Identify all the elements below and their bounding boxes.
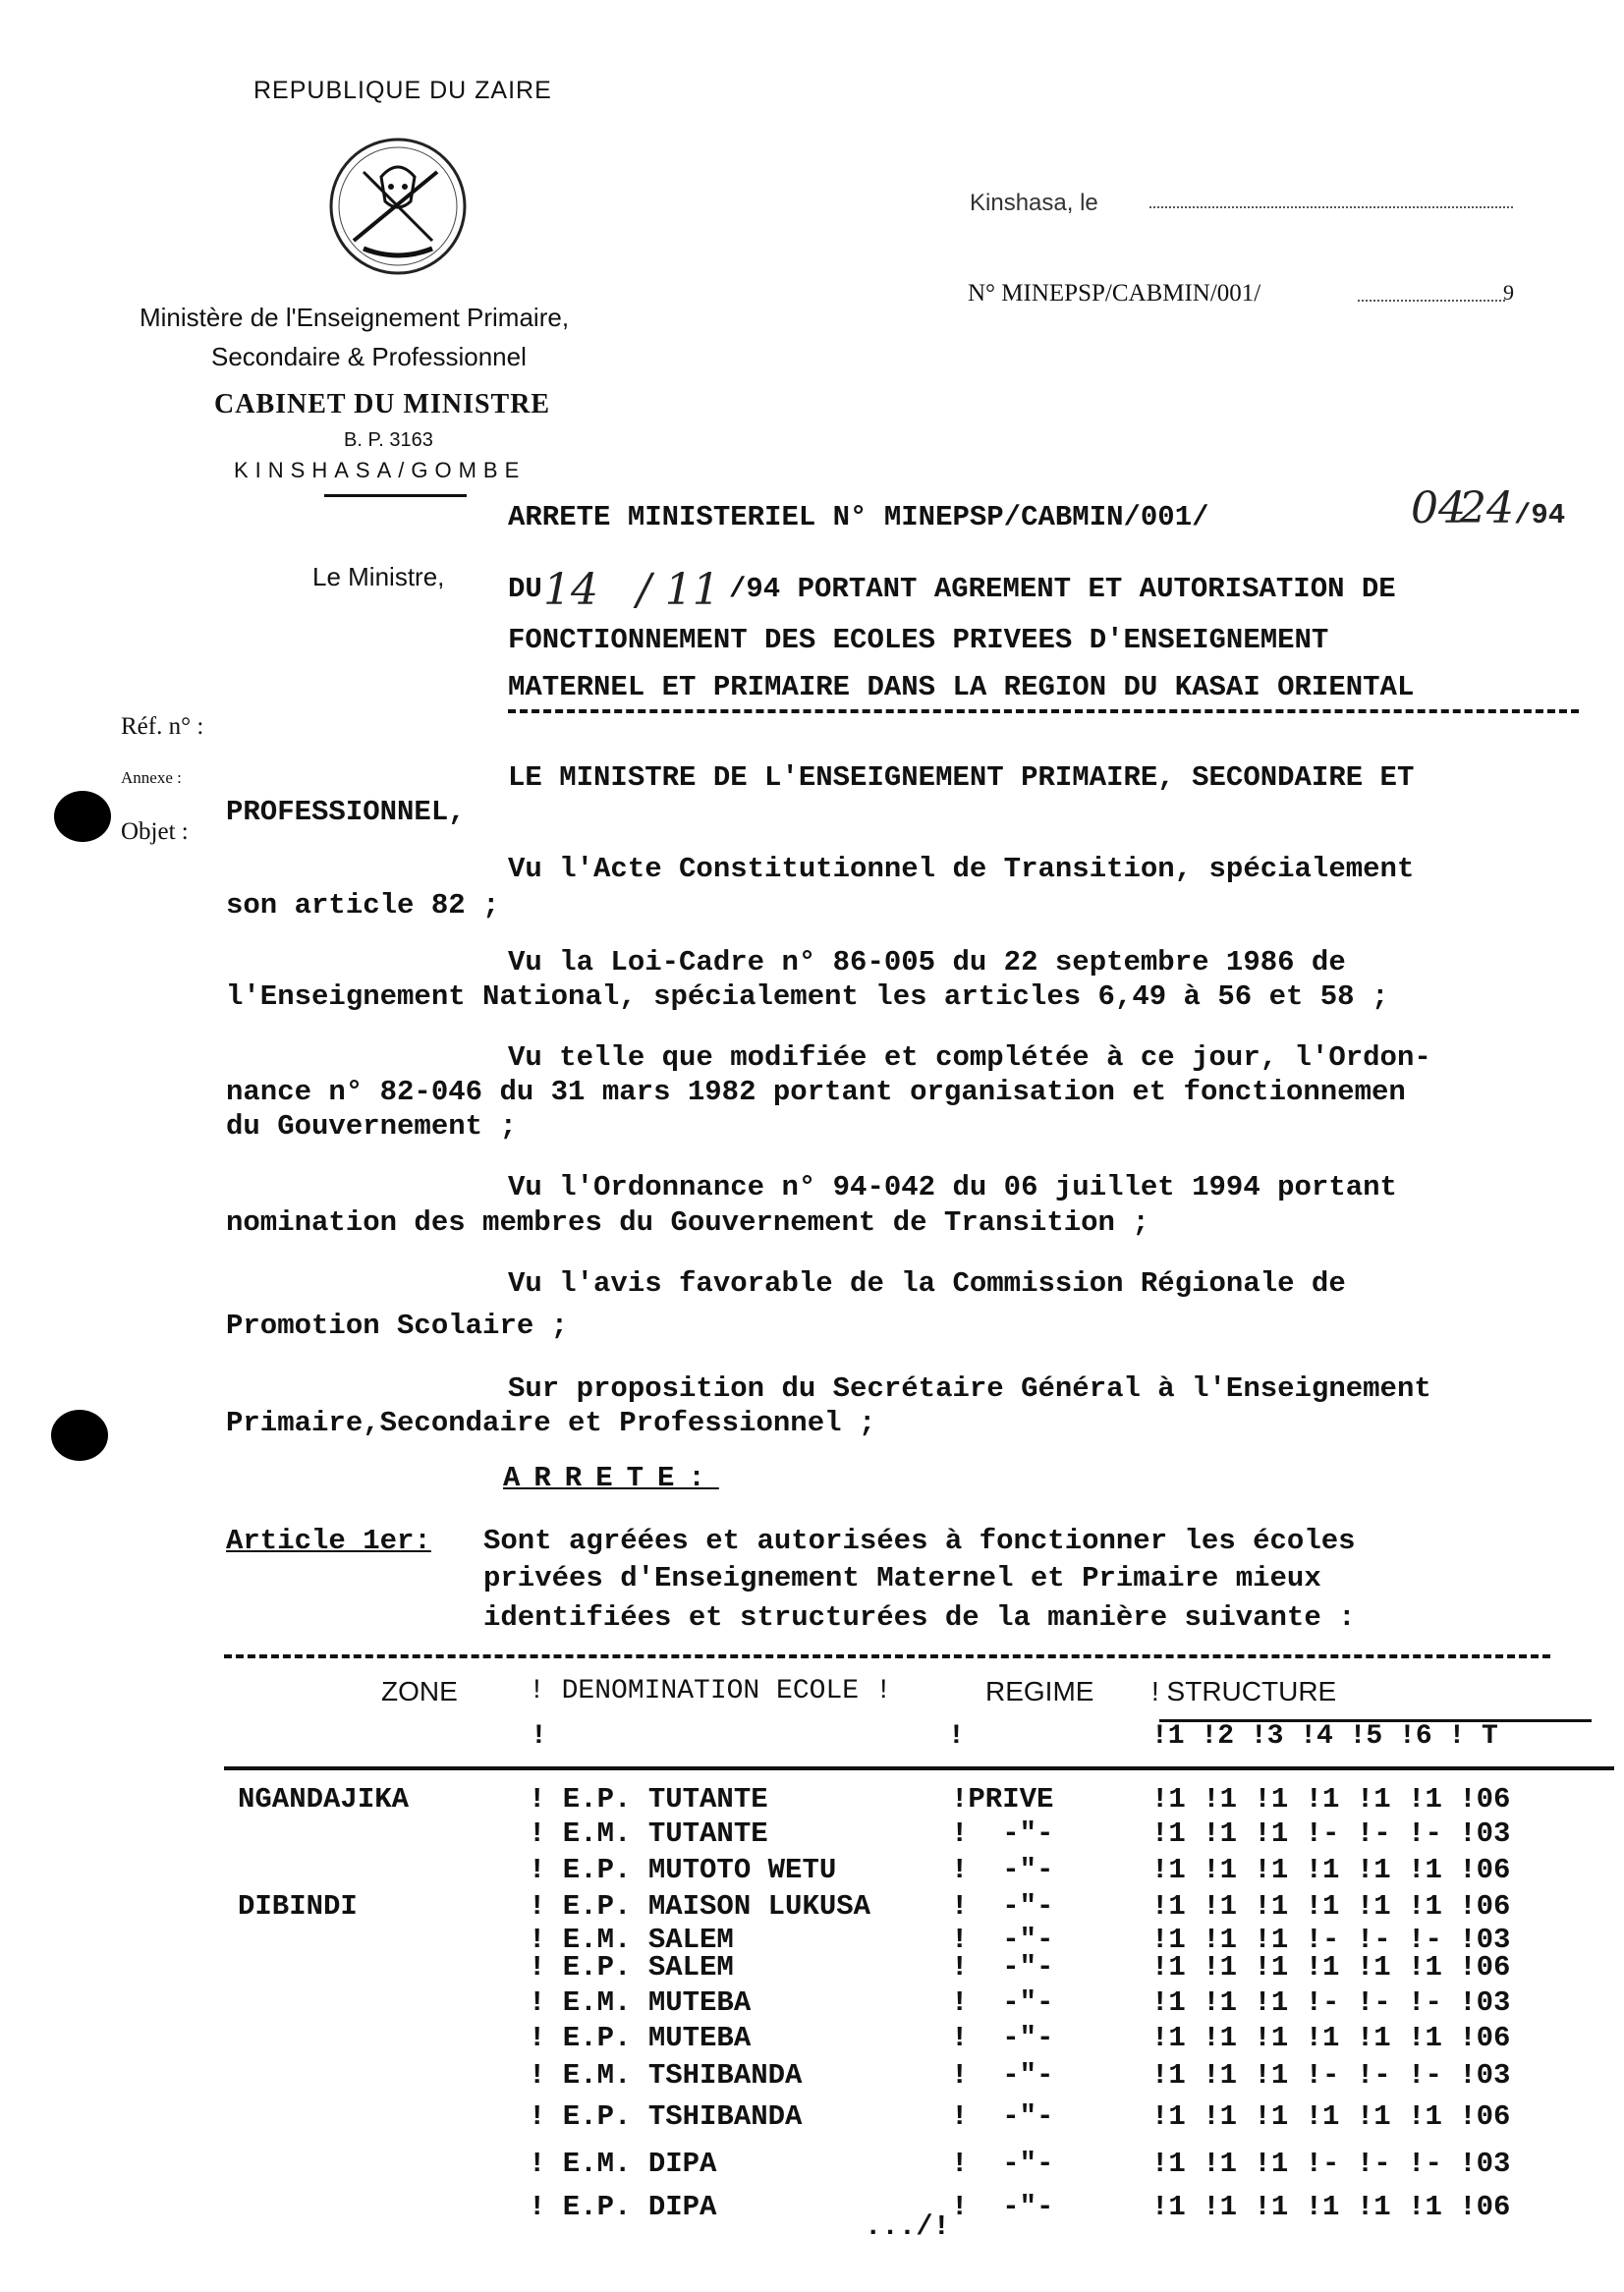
article-label [226, 1525, 431, 1557]
cell-regime: ! -"- [951, 1817, 1054, 1850]
cell-school: ! E.P. MAISON LUKUSA [529, 1890, 871, 1923]
cell-regime: ! -"- [951, 2191, 1054, 2223]
cell-regime: ! -"- [951, 1854, 1054, 1886]
cell-regime: ! -"- [951, 1986, 1054, 2019]
decree-title-line3: FONCTIONNEMENT DES ECOLES PRIVEES D'ENSEIGNEMENT [508, 624, 1329, 656]
body-line: Vu la Loi-Cadre n° 86-005 du 22 septembre 1986 de [508, 946, 1346, 978]
column-header-denomination: ! DENOMINATION ECOLE ! [529, 1676, 892, 1706]
cell-structure: !1 !1 !1 !1 !1 !1 !06 [1151, 1951, 1511, 1984]
column-header-zone: ZONE [381, 1676, 458, 1706]
body-line: Vu l'Ordonnance n° 94-042 du 06 juillet 1994 portant [508, 1171, 1397, 1203]
table-top-rule [224, 1654, 1550, 1658]
cell-school: ! E.P. MUTEBA [529, 2022, 752, 2054]
arrete-heading: ARRETE: [503, 1462, 719, 1494]
annex-label: Annexe : [121, 768, 182, 787]
cell-regime: ! -"- [951, 2148, 1054, 2180]
cell-structure: !1 !1 !1 !- !- !- !03 [1151, 1986, 1511, 2019]
cell-school: ! E.M. MUTEBA [529, 1986, 752, 2019]
ministry-name-line2: Secondaire & Professionnel [211, 342, 527, 371]
header-separator: ! [531, 1721, 547, 1752]
cell-school: ! E.P. TUTANTE [529, 1783, 768, 1816]
cell-structure: !1 !1 !1 !- !- !- !03 [1151, 1817, 1511, 1850]
minister-label: Le Ministre, [312, 562, 445, 591]
cell-structure: !1 !1 !1 !- !- !- !03 [1151, 1924, 1511, 1956]
cell-regime: ! -"- [951, 2022, 1054, 2054]
column-header-structure: ! STRUCTURE [1151, 1676, 1337, 1706]
punch-hole-mark [51, 1410, 108, 1461]
body-line: nance n° 82-046 du 31 mars 1982 portant organisation et fonctionnemen [226, 1076, 1406, 1108]
handwritten-number-b-digits: 24 [1459, 483, 1514, 533]
republic-title: REPUBLIQUE DU ZAIRE [253, 77, 552, 104]
title-dashed-rule [508, 709, 1579, 713]
city-address: KINSHASA/GOMBE [234, 458, 527, 482]
ministry-name-line1: Ministère de l'Enseignement Primaire, [140, 303, 570, 332]
cell-structure: !1 !1 !1 !- !- !- !03 [1151, 2148, 1511, 2180]
address-underline [324, 494, 467, 497]
cell-regime: !PRIVE [951, 1783, 1054, 1816]
cell-school: ! E.M. SALEM [529, 1924, 734, 1956]
cell-regime: ! -"- [951, 1924, 1054, 1956]
reference-number: N° MINEPSP/CABMIN/001/ [968, 280, 1261, 307]
cell-structure: !1 !1 !1 !1 !1 !1 !06 [1151, 1783, 1511, 1816]
body-line: Primaire,Secondaire et Professionnel ; [226, 1407, 876, 1439]
decree-title-line4: MATERNEL ET PRIMAIRE DANS LA REGION DU KASAI ORIENTAL [508, 671, 1415, 703]
decree-number-prefix: ARRETE MINISTERIEL N° MINEPSP/CABMIN/001/ [508, 501, 1209, 533]
cell-zone: NGANDAJIKA [238, 1783, 410, 1816]
article-text: identifiées et structurées de la manière suivante : [483, 1601, 1356, 1634]
article-text: Sont agréées et autorisées à fonctionner les écoles [483, 1525, 1356, 1557]
cell-school: ! E.P. MUTOTO WETU [529, 1854, 837, 1886]
cell-structure: !1 !1 !1 !1 !1 !1 !06 [1151, 2191, 1511, 2223]
body-line: PROFESSIONNEL, [226, 796, 466, 828]
date-label: Kinshasa, le [970, 190, 1098, 216]
reference-blank-line [1358, 300, 1505, 302]
cabinet-heading: CABINET DU MINISTRE [214, 389, 551, 419]
cell-school: ! E.P. DIPA [529, 2191, 717, 2223]
postal-box: B. P. 3163 [344, 429, 433, 451]
cell-school: ! E.M. TUTANTE [529, 1817, 768, 1850]
column-header-regime: REGIME [985, 1676, 1094, 1706]
handwritten-number-a: 04 [1411, 483, 1466, 533]
cell-structure: !1 !1 !1 !- !- !- !03 [1151, 2059, 1511, 2092]
decree-title-line2: /94 PORTANT AGREMENT ET AUTORISATION DE [729, 573, 1396, 605]
body-line: LE MINISTRE DE L'ENSEIGNEMENT PRIMAIRE, SECONDAIRE ET [508, 761, 1415, 794]
cell-structure: !1 !1 !1 !1 !1 !1 !06 [1151, 2100, 1511, 2133]
body-line: Promotion Scolaire ; [226, 1310, 569, 1342]
punch-hole-mark [54, 791, 111, 842]
cell-structure: !1 !1 !1 !1 !1 !1 !06 [1151, 1890, 1511, 1923]
reference-label: Réf. n° : [121, 713, 204, 740]
cell-regime: ! -"- [951, 1951, 1054, 1984]
body-line: Vu l'avis favorable de la Commission Régionale de [508, 1267, 1346, 1300]
reference-suffix: 9 [1503, 280, 1514, 305]
national-seal-emblem [324, 133, 472, 280]
decree-title-line1 [508, 501, 1209, 533]
header-separator: ! [948, 1721, 965, 1752]
structure-subheaders: !1 !2 !3 !4 !5 !6 ! T [1151, 1721, 1498, 1752]
continuation-mark: .../! [865, 2210, 951, 2243]
cell-structure: !1 !1 !1 !1 !1 !1 !06 [1151, 1854, 1511, 1886]
body-line: son article 82 ; [226, 889, 500, 922]
cell-zone: DIBINDI [238, 1890, 358, 1923]
body-line: nomination des membres du Gouvernement de Transition ; [226, 1206, 1149, 1239]
handwritten-number-b [1459, 483, 1565, 533]
body-line: l'Enseignement National, spécialement les articles 6,49 à 56 et 58 ; [226, 980, 1389, 1013]
cell-school: ! E.M. DIPA [529, 2148, 717, 2180]
body-line: Vu l'Acte Constitutionnel de Transition, spécialement [508, 853, 1415, 885]
body-line: Sur proposition du Secrétaire Général à l'Enseignement [508, 1372, 1431, 1405]
body-line: du Gouvernement ; [226, 1110, 517, 1143]
table-header-rule [224, 1766, 1614, 1770]
cell-structure: !1 !1 !1 !1 !1 !1 !06 [1151, 2022, 1511, 2054]
article-number: Article 1er: [226, 1525, 431, 1557]
handwritten-day: 14 [543, 565, 598, 615]
subject-label: Objet : [121, 818, 189, 845]
cell-school: ! E.P. SALEM [529, 1951, 734, 1984]
cell-regime: ! -"- [951, 1890, 1054, 1923]
cell-regime: ! -"- [951, 2059, 1054, 2092]
date-blank-line [1149, 206, 1513, 208]
body-line: Vu telle que modifiée et complétée à ce jour, l'Ordon- [508, 1041, 1431, 1074]
decree-year: /94 [1514, 499, 1566, 531]
article-text: privées d'Enseignement Maternel et Primaire mieux [483, 1562, 1321, 1594]
decree-du: DU [508, 573, 542, 605]
cell-regime: ! -"- [951, 2100, 1054, 2133]
cell-school: ! E.P. TSHIBANDA [529, 2100, 803, 2133]
cell-school: ! E.M. TSHIBANDA [529, 2059, 803, 2092]
handwritten-month: / 11 [637, 565, 720, 615]
